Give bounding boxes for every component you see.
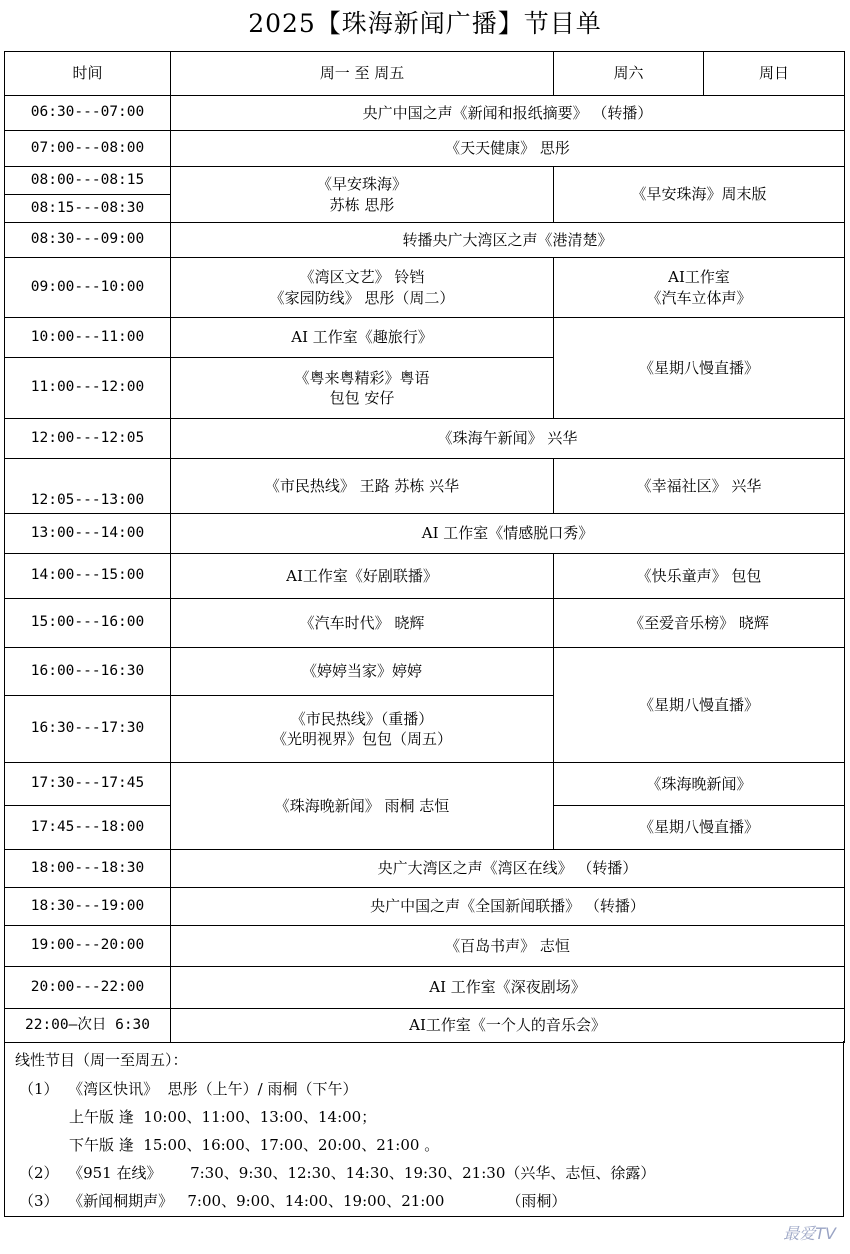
program-cell-weekday: AI工作室《好剧联播》 [171,554,554,599]
program-cell-weekend [554,258,845,318]
table-row [5,318,845,358]
watermark: 最爱TV [783,1224,836,1243]
program-cell-weekday: 《珠海晚新闻》 雨桐 志恒 [171,763,554,850]
notes-item-2: （2） 《951 在线》 7:30、9:30、12:30、14:30、19:30、21:30（兴华、志恒、徐露） [19,1164,656,1182]
program-cell-weekday [171,696,554,763]
table-row [5,258,845,318]
time-cell: 07:00---08:00 [5,131,171,167]
table-row [5,763,845,806]
program-cell-weekend: 《星期八慢直播》 [554,648,845,763]
notes-heading: 线性节目（周一至周五）： [15,1051,188,1069]
program-line: 《汽车立体声》 [646,288,752,307]
time-cell: 09:00---10:00 [5,258,171,318]
program-cell-weekend: 《至爱音乐榜》 晓辉 [554,599,845,648]
table-row [5,96,845,131]
table-row [5,459,845,514]
table-row [5,131,845,167]
table-row [5,167,845,195]
time-cell: 20:00---22:00 [5,967,171,1009]
time-cell: 08:00---08:15 [5,167,171,195]
program-line: 《光明视界》包包（周五） [271,730,452,748]
table-row [5,888,845,926]
time-cell: 18:30---19:00 [5,888,171,926]
time-cell: 15:00---16:00 [5,599,171,648]
time-cell: 13:00---14:00 [5,514,171,554]
table-row [5,648,845,696]
program-cell-weekend: 《早安珠海》周末版 [554,167,845,223]
table-header-row [5,52,845,96]
table-row [5,850,845,888]
schedule-table [4,51,845,1043]
program-cell: AI 工作室《情感脱口秀》 [171,514,845,554]
table-row [5,223,845,258]
linear-programs-notes [4,1041,844,1217]
program-line: 《早安珠海》 [316,175,407,194]
time-cell: 10:00---11:00 [5,318,171,358]
time-cell: 16:00---16:30 [5,648,171,696]
time-cell: 16:30---17:30 [5,696,171,763]
time-cell: 12:00---12:05 [5,419,171,459]
time-cell: 19:00---20:00 [5,926,171,967]
time-cell: 22:00—次日 6:30 [5,1009,171,1043]
program-cell-weekday [171,167,554,223]
table-row [5,419,845,459]
program-line: 包包 安仔 [329,389,395,407]
program-line: 《家园防线》 思彤（周二） [269,288,455,307]
program-line: 苏栋 思彤 [329,195,395,214]
notes-item-3: （3） 《新闻桐期声》 7:00、9:00、14:00、19:00、21:00 （雨桐） [19,1192,567,1210]
program-cell-weekday: 《汽车时代》 晓辉 [171,599,554,648]
time-cell: 11:00---12:00 [5,358,171,419]
notes-item-1-am: 上午版 逢 10:00、11:00、13:00、14:00； [69,1108,377,1126]
table-row [5,926,845,967]
table-row [5,967,845,1009]
time-cell: 08:15---08:30 [5,195,171,223]
header-time: 时间 [5,52,171,96]
table-row [5,599,845,648]
program-cell-weekday: AI 工作室《趣旅行》 [171,318,554,358]
time-cell: 12:05---13:00 [5,459,171,514]
page-title: 2025【珠海新闻广播】节目单 [248,9,602,38]
time-cell: 18:00---18:30 [5,850,171,888]
header-weekdays: 周一 至 周五 [171,52,554,96]
program-line: 《市民热线》（重播） [290,709,434,728]
program-line: AI工作室 [668,268,730,287]
program-line: 《粤来粤精彩》粤语 [294,368,430,387]
program-cell-weekend: 《幸福社区》 兴华 [554,459,845,514]
header-saturday: 周六 [554,52,704,96]
time-cell: 17:30---17:45 [5,763,171,806]
table-row [5,554,845,599]
program-cell-weekday [171,258,554,318]
table-row [5,1009,845,1043]
program-cell: 央广中国之声《全国新闻联播》 （转播） [171,888,845,926]
time-cell: 08:30---09:00 [5,223,171,258]
program-cell: 转播央广大湾区之声《港清楚》 [171,223,845,258]
program-cell: AI 工作室《深夜剧场》 [171,967,845,1009]
program-cell-weekend: 《星期八慢直播》 [554,806,845,850]
program-cell-weekend: 《星期八慢直播》 [554,318,845,419]
time-cell: 06:30---07:00 [5,96,171,131]
program-cell: 《天天健康》 思彤 [171,131,845,167]
notes-item-1-pm: 下午版 逢 15:00、16:00、17:00、20:00、21:00 。 [69,1136,440,1154]
program-cell: 央广大湾区之声《湾区在线》 （转播） [171,850,845,888]
time-cell: 17:45---18:00 [5,806,171,850]
header-sunday: 周日 [704,52,845,96]
notes-item-1: （1） 《湾区快讯》 思彤（上午）/ 雨桐（下午） [19,1080,358,1098]
program-cell: 《珠海午新闻》 兴华 [171,419,845,459]
program-cell-weekend: 《快乐童声》 包包 [554,554,845,599]
program-cell: 央广中国之声《新闻和报纸摘要》 （转播） [171,96,845,131]
time-cell: 14:00---15:00 [5,554,171,599]
program-cell: 《百岛书声》 志恒 [171,926,845,967]
program-cell-weekend: 《珠海晚新闻》 [554,763,845,806]
program-cell-weekday: 《婷婷当家》婷婷 [171,648,554,696]
program-cell: AI工作室《一个人的音乐会》 [171,1009,845,1043]
program-cell-weekday: 《市民热线》 王路 苏栋 兴华 [171,459,554,514]
program-cell-weekday [171,358,554,419]
program-line: 《湾区文艺》 铃铛 [299,268,425,287]
table-row [5,514,845,554]
